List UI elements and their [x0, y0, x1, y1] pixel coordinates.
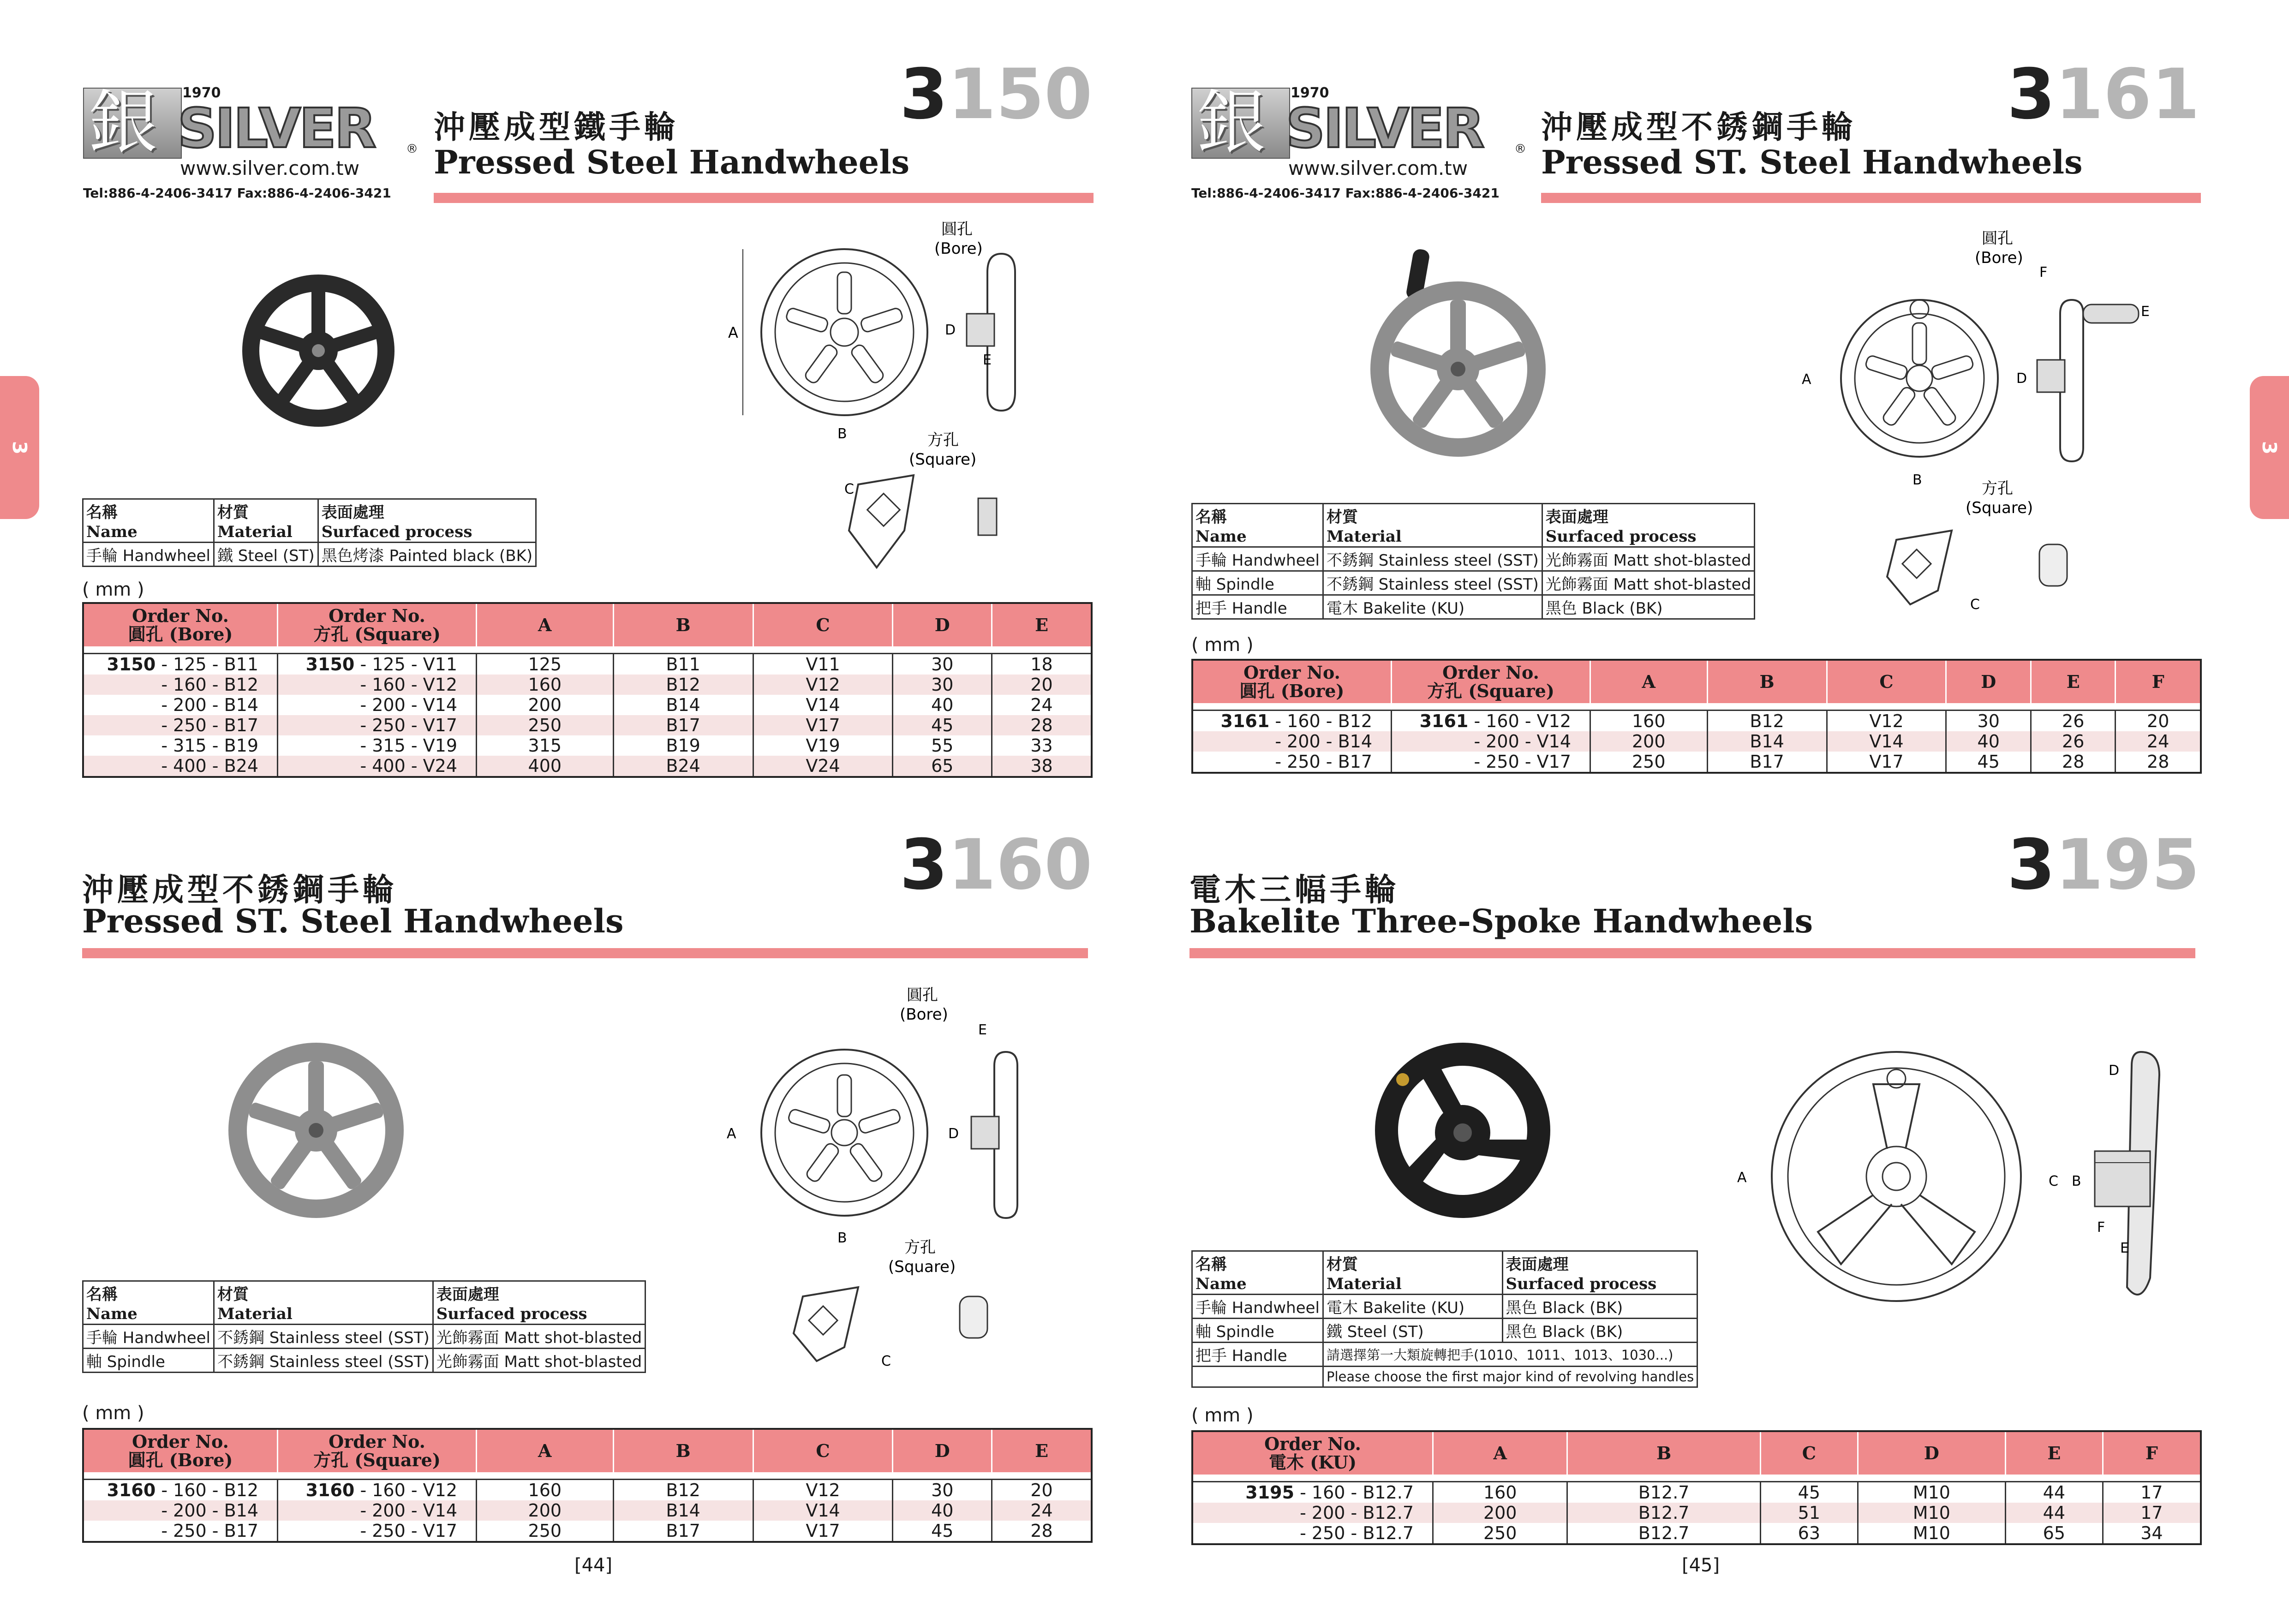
product-title-zh: 沖壓成型不銹鋼手輪 — [1541, 109, 1857, 146]
svg-text:(Square): (Square) — [909, 450, 977, 469]
svg-text:E: E — [2120, 1240, 2129, 1256]
svg-text:A: A — [1802, 371, 1811, 388]
unit-label: ( mm ) — [82, 579, 144, 600]
svg-text:方孔: 方孔 — [927, 431, 959, 449]
svg-text:方孔: 方孔 — [904, 1238, 936, 1257]
svg-text:E: E — [2141, 304, 2150, 320]
unit-label: ( mm ) — [1191, 634, 1254, 656]
table-row: - 160 - B12 - 160 - V12 160 B12 V12 30 20 — [83, 675, 1092, 695]
technical-drawing — [1799, 226, 2150, 641]
spec-table: 名稱 材質 表面處理 Name Material Surfaced process 手輪 Handwheel 電木 Bakelite (KU) 黑色 Black (BK) 軸 Spindle 鐵 Steel (ST) 黑色 Black (BK) 把手 Handle 請選擇第一大類旋轉把手(1010、1011、1013、1030...) Please choose the first major kind of revolving handles — [1191, 1250, 1698, 1388]
svg-text:(Square): (Square) — [888, 1258, 956, 1276]
table-row: - 200 - B14 - 200 - V14 200 B14 V14 40 26 24 — [1192, 731, 2201, 752]
page-number-left: [44] — [574, 1555, 613, 1576]
svg-text:D: D — [945, 322, 956, 338]
silver-logo: 銀 1970 SILVER ® www.silver.com.tw Tel:886-4-2406-3417 Fax:886-4-2406-3421 — [1191, 83, 1526, 201]
table-row: - 200 - B14 - 200 - V14 200 B14 V14 40 24 — [83, 695, 1092, 715]
svg-text:A: A — [727, 1126, 736, 1142]
model-number: 3161 — [2007, 54, 2200, 135]
table-row: - 200 - B12.7 200 B12.7 51 M10 44 17 — [1192, 1503, 2201, 1523]
svg-text:C: C — [881, 1353, 891, 1369]
table-row: 3160 - 160 - B12 3160 - 160 - V12 160 B12 V12 30 20 — [83, 1480, 1092, 1501]
page-number-right: [45] — [1682, 1555, 1720, 1576]
product-title-zh: 沖壓成型不銹鋼手輪 — [82, 872, 398, 908]
svg-text:(Bore): (Bore) — [900, 1005, 948, 1024]
table-row: - 400 - B24 - 400 - V24 400 B24 V24 65 38 — [83, 756, 1092, 777]
product-title-zh: 電木三幅手輪 — [1189, 872, 1400, 908]
table-row: - 250 - B12.7 250 B12.7 63 M10 65 34 — [1192, 1523, 2201, 1544]
technical-drawing — [720, 217, 1070, 604]
table-row: 3150 - 125 - B11 3150 - 125 - V11 125 B11 V11 30 18 — [83, 654, 1092, 675]
table-row: - 250 - B17 - 250 - V17 250 B17 V17 45 28 28 — [1192, 752, 2201, 773]
model-number: 3150 — [900, 54, 1093, 135]
spec-table: 名稱 材質 表面處理 Name Material Surfaced process 手輪 Handwheel 不銹鋼 Stainless steel (SST) 光飾霧面 Matt shot-blasted 軸 Spindle 不銹鋼 Stainless steel (SST) 光飾霧面 Matt shot-blasted — [82, 1280, 646, 1373]
spec-table: 名稱 材質 表面處理 Name Material Surfaced process 手輪 Handwheel 不銹鋼 Stainless steel (SST) 光飾霧面 Matt shot-blasted 軸 Spindle 不銹鋼 Stainless steel (SST) 光飾霧面 Matt shot-blasted 把手 Handle 電木 Bakelite (KU) 黑色 Black (BK) — [1191, 503, 1755, 620]
svg-text:(Square): (Square) — [1966, 499, 2033, 517]
svg-text:E: E — [983, 352, 992, 368]
header-bar — [1189, 948, 2195, 958]
table-row: 3195 - 160 - B12.7 160 B12.7 45 M10 44 17 — [1192, 1482, 2201, 1503]
table-row: - 315 - B19 - 315 - V19 315 B19 V19 55 33 — [83, 735, 1092, 756]
svg-text:D: D — [2016, 370, 2027, 387]
svg-text:B: B — [2072, 1173, 2081, 1189]
product-title-en: Pressed ST. Steel Handwheels — [82, 902, 624, 940]
order-table: Order No. 圓孔 (Bore) Order No. 方孔 (Square) A B C D E F 3161 - 160 - B12 3161 - 160 - V12 160 B12 V12 30 26 20 - 200 - B14 - 200 - V14 200 B14 V14 40 26 24 - 250 - B17 - 250 - V17 250 B17 V17 45 28 28 — [1191, 659, 2202, 774]
svg-text:D: D — [2109, 1063, 2120, 1079]
svg-text:B: B — [837, 426, 847, 442]
svg-text:圓孔: 圓孔 — [907, 986, 938, 1004]
unit-label: ( mm ) — [82, 1403, 144, 1424]
product-title-en: Pressed Steel Handwheels — [434, 143, 910, 181]
svg-text:E: E — [978, 1022, 987, 1038]
unit-label: ( mm ) — [1191, 1405, 1254, 1426]
svg-text:B: B — [1912, 472, 1922, 488]
svg-text:A: A — [728, 324, 738, 341]
svg-text:F: F — [2097, 1219, 2105, 1236]
order-table: Order No. 電木 (KU) A B C D E F 3195 - 160 - B12.7 160 B12.7 45 M10 44 17 - 200 - B12.7 200 B12.7 51 M10 44 17 - 250 - B12.7 250 B12.7 63 M10 65 34 — [1191, 1430, 2202, 1545]
svg-text:A: A — [1737, 1170, 1747, 1186]
svg-text:D: D — [948, 1126, 959, 1142]
svg-text:C: C — [1970, 597, 1980, 613]
product-title-en: Pressed ST. Steel Handwheels — [1541, 143, 2083, 181]
silver-logo: 銀 1970 SILVER ® www.silver.com.tw Tel:886-4-2406-3417 Fax:886-4-2406-3421 — [83, 83, 418, 201]
model-number: 3160 — [900, 825, 1093, 905]
handwheel-photo — [221, 1038, 415, 1223]
technical-drawing — [720, 983, 1070, 1389]
spec-table: 名稱 材質 表面處理 Name Material Surfaced process 手輪 Handwheel 鐵 Steel (ST) 黑色烤漆 Painted black (BK) — [82, 498, 537, 567]
svg-text:圓孔: 圓孔 — [1982, 229, 2013, 248]
svg-text:方孔: 方孔 — [1982, 479, 2013, 498]
section-tab-left[interactable]: 3 — [0, 376, 39, 519]
table-row: - 200 - B14 - 200 - V14 200 B14 V14 40 24 — [83, 1500, 1092, 1521]
svg-text:圓孔: 圓孔 — [941, 220, 973, 239]
svg-text:C: C — [2049, 1173, 2058, 1189]
table-row: - 250 - B17 - 250 - V17 250 B17 V17 45 28 — [83, 715, 1092, 735]
product-title-zh: 沖壓成型鐵手輪 — [434, 109, 680, 146]
technical-drawing — [1735, 1038, 2169, 1324]
table-row: - 250 - B17 - 250 - V17 250 B17 V17 45 28 — [83, 1521, 1092, 1542]
svg-text:(Bore): (Bore) — [934, 239, 983, 258]
order-table: Order No. 圓孔 (Bore) Order No. 方孔 (Square) A B C D E 3150 - 125 - B11 3150 - 125 - V11 125 B11 V11 30 18 - 160 - B12 - 160 - V12 160 B12 V12 30 20 - 200 - B14 - 200 - V14 200 B14 V14 40 24 - 250 - B17 - 250 - V17 250 B17 V17 45 28 - 315 - B19 - 315 - V19 315 B19 V19 55 33 - 400 - B24 - 400 - V24 400 B24 V24 65 38 — [82, 602, 1093, 778]
handwheel-photo — [226, 268, 411, 434]
svg-text:C: C — [844, 481, 854, 497]
svg-text:F: F — [2039, 264, 2048, 281]
header-bar — [82, 948, 1088, 958]
svg-text:B: B — [837, 1230, 847, 1246]
model-number: 3195 — [2007, 825, 2200, 905]
handwheel-photo — [1361, 249, 1555, 466]
table-row: 3161 - 160 - B12 3161 - 160 - V12 160 B12 V12 30 26 20 — [1192, 710, 2201, 732]
order-table: Order No. 圓孔 (Bore) Order No. 方孔 (Square) A B C D E 3160 - 160 - B12 3160 - 160 - V12 160 B12 V12 30 20 - 200 - B14 - 200 - V14 200 B14 V14 40 24 - 250 - B17 - 250 - V17 250 B17 V17 45 28 — [82, 1428, 1093, 1543]
header-bar — [434, 193, 1094, 203]
contact-info: Tel:886-4-2406-3417 Fax:886-4-2406-3421 — [1191, 185, 1500, 201]
header-bar — [1541, 193, 2201, 203]
handwheel-photo — [1366, 1038, 1560, 1223]
svg-text:(Bore): (Bore) — [1975, 249, 2023, 267]
product-title-en: Bakelite Three-Spoke Handwheels — [1189, 902, 1813, 940]
contact-info: Tel:886-4-2406-3417 Fax:886-4-2406-3421 — [83, 185, 391, 201]
section-tab-right[interactable]: 3 — [2250, 376, 2289, 519]
